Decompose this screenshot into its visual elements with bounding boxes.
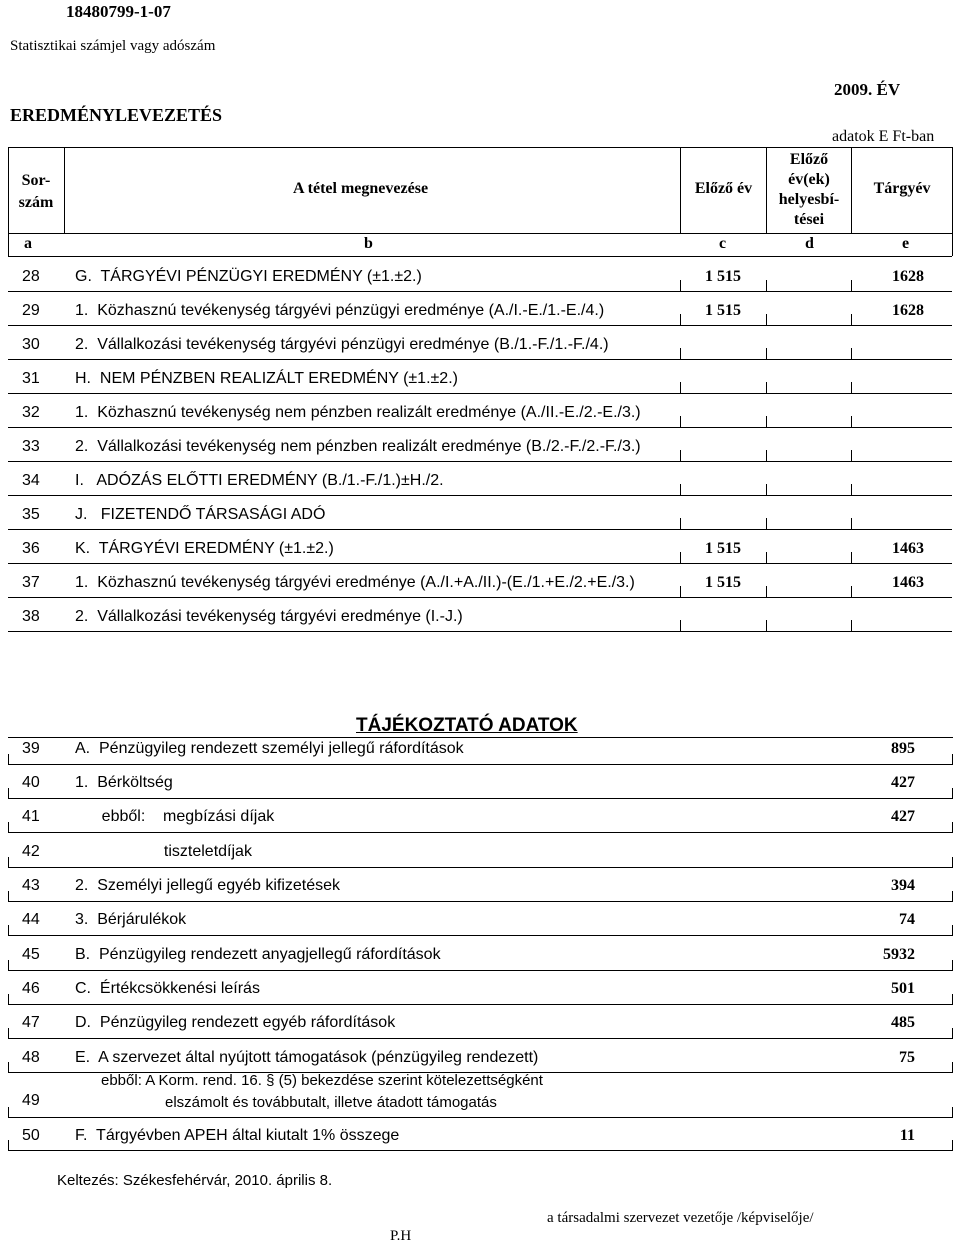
- row-divider: [8, 427, 952, 428]
- tax-number-label: Statisztikai számjel vagy adószám: [10, 38, 216, 54]
- row-number: 28: [22, 268, 40, 285]
- row-number: 30: [22, 336, 40, 353]
- info-row-label-line1: ebből: A Korm. rend. 16. § (5) bekezdése szerint kötelezettségként: [101, 1072, 543, 1089]
- info-row-label: B. Pénzügyileg rendezett anyagjellegű ráfordítások: [75, 946, 441, 963]
- row-number: 34: [22, 472, 40, 489]
- row-current-year-value: 1628: [892, 302, 924, 319]
- info-title: TÁJÉKOZTATÓ ADATOK: [356, 715, 578, 736]
- info-row-number: 41: [22, 808, 40, 825]
- signer-label: a társadalmi szervezet vezetője /képviselője/: [547, 1210, 814, 1226]
- row-number: 32: [22, 404, 40, 421]
- info-row-value: 427: [891, 774, 915, 791]
- header-current-year: Tárgyév: [873, 180, 931, 197]
- row-number: 33: [22, 438, 40, 455]
- info-row-number: 44: [22, 911, 40, 928]
- letter-c: c: [719, 235, 727, 252]
- info-row-label: 1. Bérköltség: [75, 774, 173, 791]
- info-row-label: E. A szervezet által nyújtott támogatások (pénzügyileg rendezett): [75, 1049, 539, 1066]
- info-row-value: 427: [891, 808, 915, 825]
- row-label: I. ADÓZÁS ELŐTTI EREDMÉNY (B./1.-F./1.)±H./2.: [75, 472, 444, 489]
- info-row-value: 74: [899, 911, 915, 928]
- stamp-placeholder: P.H: [390, 1228, 412, 1244]
- row-divider: [8, 529, 952, 530]
- row-previous-year-value: 1 515: [705, 302, 741, 319]
- page-title: EREDMÉNYLEVEZETÉS: [10, 105, 223, 125]
- letter-a: a: [24, 235, 32, 252]
- info-row-number: 40: [22, 774, 40, 791]
- row-divider: [8, 563, 952, 564]
- row-divider: [8, 495, 952, 496]
- row-label: 1. Közhasznú tevékenység nem pénzben realizált eredménye (A./II.-E./2.-E./3.): [75, 404, 641, 421]
- header-previous-year: Előző év: [694, 180, 753, 197]
- row-divider: [8, 359, 952, 360]
- info-row-value: 394: [891, 877, 915, 894]
- header-adjustments: Előző év(ek) helyesbí- tései: [778, 151, 840, 228]
- row-label: G. TÁRGYÉVI PÉNZÜGYI EREDMÉNY (±1.±2.): [75, 268, 422, 285]
- letter-e: e: [902, 235, 910, 252]
- header-sorszam: Sor- szám: [18, 172, 54, 211]
- row-label: K. TÁRGYÉVI EREDMÉNY (±1.±2.): [75, 540, 334, 557]
- info-row-value: 5932: [883, 946, 915, 963]
- info-row-number: 42: [22, 843, 40, 860]
- row-previous-year-value: 1 515: [705, 540, 741, 557]
- info-row-number: 50: [22, 1127, 40, 1144]
- row-number: 38: [22, 608, 40, 625]
- row-divider: [8, 631, 952, 632]
- info-row-value: 895: [891, 740, 915, 757]
- row-divider: [8, 291, 952, 292]
- row-divider: [8, 393, 952, 394]
- info-row-label: tiszteletdíjak: [75, 843, 252, 860]
- row-divider: [8, 597, 952, 598]
- row-divider: [8, 461, 952, 462]
- row-current-year-value: 1463: [892, 574, 924, 591]
- row-current-year-value: 1463: [892, 540, 924, 557]
- info-row-label: F. Tárgyévben APEH által kiutalt 1% összege: [75, 1127, 400, 1144]
- info-row-label: ebből: megbízási díjak: [75, 808, 275, 825]
- row-label: 1. Közhasznú tevékenység tárgyévi pénzügyi eredménye (A./I.-E./1.-E./4.): [75, 302, 605, 319]
- info-row-label: D. Pénzügyileg rendezett egyéb ráfordítások: [75, 1014, 396, 1031]
- info-row-number: 45: [22, 946, 40, 963]
- info-row-value: 501: [891, 980, 915, 997]
- row-number: 31: [22, 370, 40, 387]
- row-previous-year-value: 1 515: [705, 268, 741, 285]
- info-row-number: 46: [22, 980, 40, 997]
- info-row-label: 2. Személyi jellegű egyéb kifizetések: [75, 877, 341, 894]
- year-label: 2009. ÉV: [834, 80, 901, 99]
- document-id: 18480799-1-07: [66, 2, 171, 21]
- info-row-value: 11: [899, 1127, 915, 1144]
- row-label: J. FIZETENDŐ TÁRSASÁGI ADÓ: [75, 506, 326, 523]
- row-label: H. NEM PÉNZBEN REALIZÁLT EREDMÉNY (±1.±2.): [75, 370, 458, 387]
- row-current-year-value: 1628: [892, 268, 924, 285]
- info-row-label: C. Értékcsökkenési leírás: [75, 980, 260, 997]
- info-row-label: 3. Bérjárulékok: [75, 911, 187, 928]
- letter-b: b: [364, 235, 373, 252]
- row-label: 1. Közhasznú tevékenység tárgyévi eredménye (A./I.+A./II.)-(E./1.+E./2.+E./3.): [75, 574, 635, 591]
- info-row-number: 48: [22, 1049, 40, 1066]
- row-number: 36: [22, 540, 40, 557]
- info-row-value: 75: [899, 1049, 915, 1066]
- info-row-value: 485: [891, 1014, 915, 1031]
- info-row-number: 47: [22, 1014, 40, 1031]
- row-previous-year-value: 1 515: [705, 574, 741, 591]
- row-number: 35: [22, 506, 40, 523]
- info-row-number: 43: [22, 877, 40, 894]
- date-place: Keltezés: Székesfehérvár, 2010. április 8.: [57, 1172, 333, 1189]
- info-row-label: A. Pénzügyileg rendezett személyi jellegű ráfordítások: [75, 740, 464, 757]
- unit-label: adatok E Ft-ban: [832, 128, 935, 145]
- row-number: 37: [22, 574, 40, 591]
- header-item-name: A tétel megnevezése: [293, 180, 429, 197]
- row-number: 29: [22, 302, 40, 319]
- info-row-number: 39: [22, 740, 40, 757]
- row-divider: [8, 325, 952, 326]
- info-row-label-line2: elszámolt és továbbutalt, illetve átadott támogatás: [165, 1094, 497, 1111]
- info-row-number: 49: [22, 1092, 40, 1109]
- row-label: 2. Vállalkozási tevékenység nem pénzben realizált eredménye (B./2.-F./2.-F./3.): [75, 438, 641, 455]
- row-label: 2. Vállalkozási tevékenység tárgyévi pénzügyi eredménye (B./1.-F./1.-F./4.): [75, 336, 609, 353]
- letter-d: d: [805, 235, 814, 252]
- row-label: 2. Vállalkozási tevékenység tárgyévi eredménye (I.-J.): [75, 608, 463, 625]
